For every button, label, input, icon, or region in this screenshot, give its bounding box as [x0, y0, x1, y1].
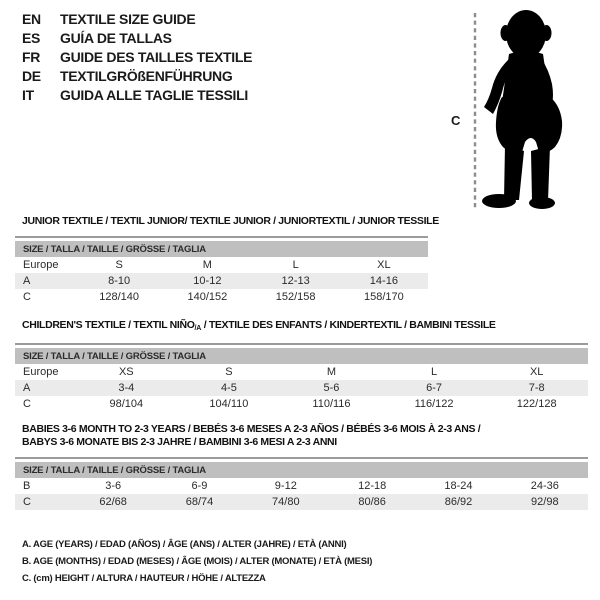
- children-table-wrap: [15, 343, 588, 412]
- section-babies: [15, 423, 588, 510]
- junior-heading: JUNIOR TEXTILE / TEXTIL JUNIOR/ TEXTILE JUNIOR / JUNIORTEXTIL / JUNIOR TESSILE: [22, 215, 439, 227]
- table-row: [15, 396, 588, 412]
- size-cell: 24-36: [530, 480, 559, 492]
- size-cell: 18-24: [444, 480, 473, 492]
- row-label: C: [23, 291, 31, 303]
- lang-title: TEXTILGRÖßENFÜHRUNG: [60, 68, 233, 84]
- lang-code: EN: [22, 11, 41, 27]
- table-row: [15, 257, 428, 273]
- footnote-age-years: A. AGE (YEARS) / EDAD (AÑOS) / ÂGE (ANS) / ALTER (JAHRE) / ETÀ (ANNI): [22, 539, 347, 550]
- row-label: A: [23, 275, 31, 287]
- footnotes: [22, 536, 372, 587]
- lang-code: DE: [22, 68, 41, 84]
- size-col-header: XS: [118, 366, 134, 378]
- size-col-header: S: [115, 259, 123, 271]
- children-size-table: [15, 348, 588, 412]
- size-cell: 80/86: [358, 496, 386, 508]
- size-cell: 74/80: [272, 496, 300, 508]
- size-cell: 5-6: [323, 382, 340, 394]
- table-row: [15, 380, 588, 396]
- lang-code: FR: [22, 49, 41, 65]
- row-label: C: [23, 496, 31, 508]
- size-col-header: M: [202, 259, 212, 271]
- size-cell: 86/92: [444, 496, 473, 508]
- region-label: Europe: [23, 366, 59, 378]
- table-row: [15, 478, 588, 494]
- babies-size-table: [15, 462, 588, 510]
- size-col-header: XL: [377, 259, 391, 271]
- size-cell: 3-4: [118, 382, 135, 394]
- section-children: [15, 319, 588, 412]
- lang-row-fr: [22, 48, 252, 67]
- size-cell: 6-7: [426, 382, 443, 394]
- size-cell: 140/152: [187, 291, 228, 303]
- size-cell: 158/170: [363, 291, 404, 303]
- size-cell: 8-10: [108, 275, 131, 287]
- table-row: [15, 364, 588, 380]
- size-cell: 68/74: [185, 496, 214, 508]
- height-measure-label: C: [451, 113, 461, 128]
- lang-code: ES: [22, 30, 41, 46]
- size-cell: 6-9: [191, 480, 208, 492]
- table-row: [15, 289, 428, 305]
- lang-title: TEXTILE SIZE GUIDE: [60, 11, 196, 27]
- footnote-age-months: B. AGE (MONTHS) / EDAD (MESES) / ÂGE (MOIS) / ALTER (MONATE) / ETÀ (MESI): [22, 556, 373, 567]
- baby-figure-svg: [448, 4, 577, 216]
- size-cell: 7-8: [528, 382, 545, 394]
- size-col-header: XL: [529, 366, 544, 378]
- lang-title: GUÍA DE TALLAS: [60, 30, 172, 46]
- size-cell: 110/116: [312, 398, 351, 410]
- babies-heading-line2: BABYS 3-6 MONATE BIS 2-3 JAHRE / BAMBINI 3-6 MESI A 2-3 ANNI: [22, 436, 337, 448]
- babies-heading-line1: BABIES 3-6 MONTH TO 2-3 YEARS / BEBÉS 3-6 MESES A 2-3 AÑOS / BÉBÉS 3-6 MOIS À 2-3 ANS /: [22, 423, 481, 435]
- baby-silhouette-icon: [482, 10, 562, 209]
- size-cell: 62/68: [99, 496, 127, 508]
- junior-table-wrap: [15, 236, 428, 305]
- table-row: [15, 273, 428, 289]
- children-heading-post: / TEXTILE DES ENFANTS / KINDERTEXTIL / BAMBINI TESSILE: [201, 319, 496, 331]
- children-heading: [22, 319, 588, 335]
- size-cell: 14-16: [369, 275, 398, 287]
- junior-size-table: [15, 241, 428, 305]
- size-cell: 122/128: [516, 398, 557, 410]
- size-col-header: L: [292, 259, 299, 271]
- size-cell: 152/158: [275, 291, 316, 303]
- size-header-bar: SIZE / TALLA / TAILLE / GRÖSSE / TAGLIA: [15, 348, 588, 364]
- size-cell: 98/104: [109, 398, 144, 410]
- size-cell: 12-18: [358, 480, 387, 492]
- lang-row-es: [22, 29, 252, 48]
- size-col-header: S: [225, 366, 233, 378]
- lang-row-en: [22, 10, 252, 29]
- lang-code: IT: [22, 87, 34, 103]
- size-cell: 9-12: [274, 480, 297, 492]
- size-header-bar: SIZE / TALLA / TAILLE / GRÖSSE / TAGLIA: [15, 241, 428, 257]
- size-cell: 12-13: [281, 275, 310, 287]
- size-cell: 3-6: [105, 480, 122, 492]
- row-label: B: [23, 480, 31, 492]
- row-label: C: [23, 398, 31, 410]
- region-label: Europe: [23, 259, 59, 271]
- lang-row-de: [22, 67, 252, 86]
- lang-row-it: [22, 86, 252, 105]
- size-cell: 4-5: [220, 382, 237, 394]
- babies-table-wrap: [15, 457, 588, 510]
- row-label: A: [23, 382, 31, 394]
- size-cell: 92/98: [531, 496, 559, 508]
- table-row: [15, 494, 588, 510]
- children-heading-pre: CHILDREN'S TEXTILE / TEXTIL NIÑO: [22, 319, 195, 331]
- children-heading-sub: /A: [194, 325, 202, 332]
- size-cell: 116/122: [414, 398, 454, 410]
- lang-title: GUIDA ALLE TAGLIE TESSILI: [60, 87, 248, 103]
- lang-title: GUIDE DES TAILLES TEXTILE: [60, 49, 253, 65]
- baby-figure: [448, 4, 577, 216]
- size-col-header: L: [431, 366, 438, 378]
- size-cell: 104/110: [209, 398, 249, 410]
- size-col-header: M: [326, 366, 337, 378]
- section-junior: [15, 215, 439, 305]
- language-title-list: [22, 10, 252, 105]
- size-cell: 10-12: [193, 275, 222, 287]
- size-header-bar: SIZE / TALLA / TAILLE / GRÖSSE / TAGLIA: [15, 462, 588, 478]
- size-cell: 128/140: [99, 291, 139, 303]
- footnote-height-cm: C. (cm) HEIGHT / ALTURA / HAUTEUR / HÖHE / ALTEZZA: [22, 573, 266, 584]
